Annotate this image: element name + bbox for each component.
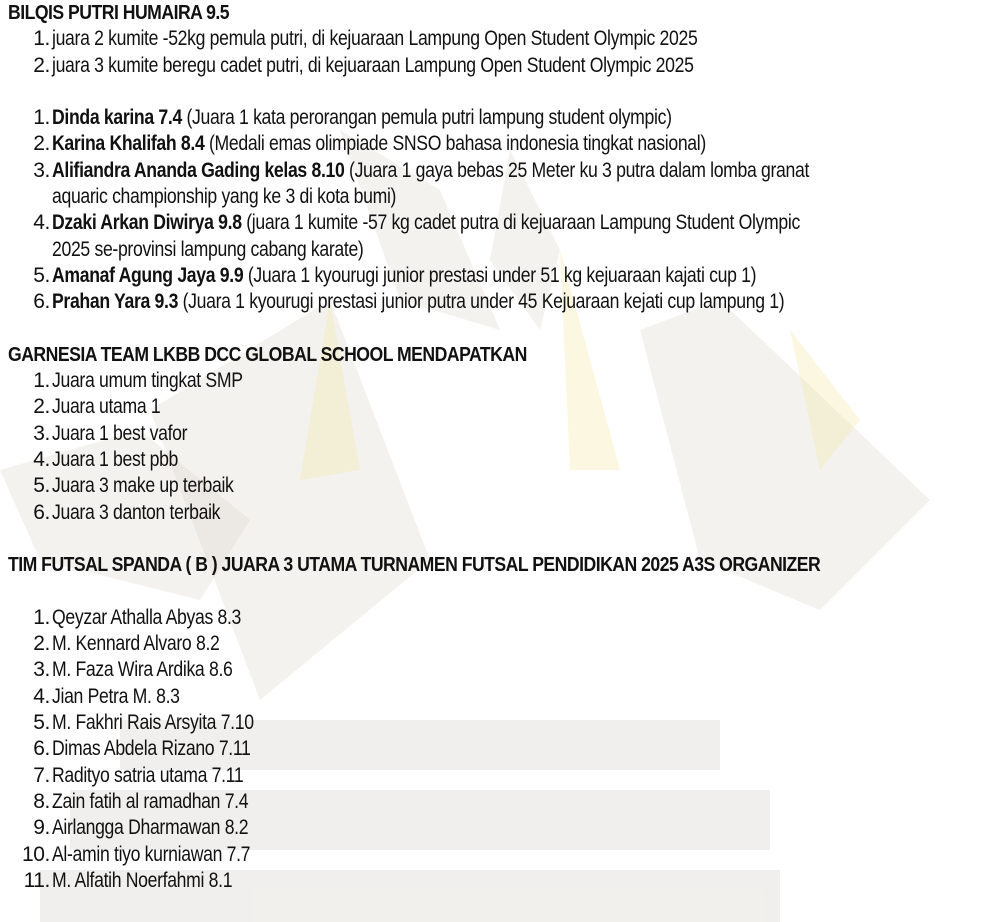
list-text: Zain fatih al ramadhan 7.4 xyxy=(52,789,249,813)
list-number: 3. xyxy=(33,658,50,682)
list-item xyxy=(8,26,1006,52)
list-item xyxy=(8,868,1006,894)
list-number: 1. xyxy=(33,369,50,393)
list-number: 5. xyxy=(33,711,50,735)
list-text: Juara umum tingkat SMP xyxy=(52,369,243,393)
list-item xyxy=(8,605,1006,631)
list-number: 6. xyxy=(33,500,50,524)
spacer xyxy=(8,79,1006,105)
list-item xyxy=(8,684,1006,710)
list-text: M. Fakhri Rais Arsyita 7.10 xyxy=(52,711,254,735)
list-item xyxy=(8,53,1006,79)
student-name: Prahan Yara 9.3 xyxy=(52,290,179,314)
achievement-desc: (Juara 1 kyourugi prestasi junior putra under 45 Kejuaraan kejati cup lampung 1) xyxy=(178,290,785,314)
list-item xyxy=(8,815,1006,841)
list-item xyxy=(8,105,1006,131)
list-item xyxy=(8,131,1006,157)
list-number: 2. xyxy=(33,53,50,77)
list-text: juara 3 kumite beregu cadet putri, di kejuaraan Lampung Open Student Olympic 2025 xyxy=(52,53,694,77)
list-text: Radityo satria utama 7.11 xyxy=(52,763,244,787)
list-text: M. Kennard Alvaro 8.2 xyxy=(52,632,220,656)
list-text xyxy=(52,263,756,289)
list-text: Juara 3 danton terbaik xyxy=(52,500,221,524)
list-item xyxy=(8,710,1006,736)
list-text: Juara utama 1 xyxy=(52,395,161,419)
spacer xyxy=(8,579,1006,605)
list-item xyxy=(8,368,1006,394)
list-item xyxy=(8,657,1006,683)
list-text: Jian Petra M. 8.3 xyxy=(52,684,180,708)
spacer xyxy=(8,316,1006,342)
list-text: Dimas Abdela Rizano 7.11 xyxy=(52,737,251,761)
list-item xyxy=(8,263,1006,289)
achievement-desc: (Juara 1 kyourugi junior prestasi under 51 kg kejuaraan kajati cup 1) xyxy=(243,263,757,287)
spacer xyxy=(8,526,1006,552)
list-number: 7. xyxy=(33,763,50,787)
student-name: Dinda karina 7.4 xyxy=(52,106,182,130)
list-text: Juara 3 make up terbaik xyxy=(52,474,234,498)
list-text xyxy=(52,105,672,131)
section-heading-garnesia: GARNESIA TEAM LKBB DCC GLOBAL SCHOOL MENDAPATKAN xyxy=(8,342,527,366)
list-item xyxy=(8,289,1006,315)
list-text-line: 2025 se-provinsi lampung cabang karate) xyxy=(52,237,364,261)
list-number: 4. xyxy=(33,211,50,235)
futsal-team-list xyxy=(8,605,1006,894)
list-number: 3. xyxy=(33,158,50,182)
list-number: 11. xyxy=(23,868,50,892)
list-item xyxy=(8,842,1006,868)
list-number: 4. xyxy=(33,448,50,472)
list-number: 4. xyxy=(33,684,50,708)
student-name: Dzaki Arkan Diwirya 9.8 xyxy=(52,211,242,235)
list-number: 2. xyxy=(33,132,50,156)
list-text xyxy=(52,289,784,315)
list-number: 10. xyxy=(22,842,50,866)
achievement-desc: (Juara 1 gaya bebas 25 Meter ku 3 putra dalam lomba granat xyxy=(344,158,810,182)
list-item xyxy=(8,473,1006,499)
list-item xyxy=(8,736,1006,762)
list-text: Airlangga Dharmawan 8.2 xyxy=(52,816,249,840)
student-achievements-list xyxy=(8,105,1006,315)
list-item xyxy=(8,421,1006,447)
list-item xyxy=(8,631,1006,657)
student-name: Karina Khalifah 8.4 xyxy=(52,132,205,156)
student-name: Alifiandra Ananda Gading kelas 8.10 xyxy=(52,158,345,182)
list-text: Al-amin tiyo kurniawan 7.7 xyxy=(52,842,251,866)
section-heading-futsal: TIM FUTSAL SPANDA ( B ) JUARA 3 UTAMA TURNAMEN FUTSAL PENDIDIKAN 2025 A3S ORGANIZER xyxy=(8,553,821,577)
list-text-line xyxy=(52,210,853,236)
garnesia-list xyxy=(8,368,1006,526)
list-number: 2. xyxy=(33,395,50,419)
list-item xyxy=(8,210,1006,263)
bilqis-achievements-list xyxy=(8,26,1006,79)
list-text-line: aquaric championship yang ke 3 di kota bumi) xyxy=(52,185,397,209)
list-number: 9. xyxy=(33,816,50,840)
achievement-desc: (Medali emas olimpiade SNSO bahasa indonesia tingkat nasional) xyxy=(204,132,706,156)
list-item xyxy=(8,763,1006,789)
list-text: M. Alfatih Noerfahmi 8.1 xyxy=(52,868,233,892)
list-item xyxy=(8,789,1006,815)
list-number: 6. xyxy=(33,290,50,314)
list-text: juara 2 kumite -52kg pemula putri, di kejuaraan Lampung Open Student Olympic 2025 xyxy=(52,27,698,51)
list-number: 2. xyxy=(33,632,50,656)
list-item xyxy=(8,447,1006,473)
list-number: 1. xyxy=(33,605,50,629)
list-text: M. Faza Wira Ardika 8.6 xyxy=(52,658,233,682)
list-text: Qeyzar Athalla Abyas 8.3 xyxy=(52,605,242,629)
student-name: Amanaf Agung Jaya 9.9 xyxy=(52,263,244,287)
list-item xyxy=(8,394,1006,420)
list-number: 5. xyxy=(33,263,50,287)
list-text xyxy=(52,131,706,157)
achievement-desc: (juara 1 kumite -57 kg cadet putra di kejuaraan Lampung Student Olympic xyxy=(241,211,800,235)
list-item xyxy=(8,158,1006,211)
section-heading-bilqis: BILQIS PUTRI HUMAIRA 9.5 xyxy=(8,1,230,24)
list-number: 5. xyxy=(33,474,50,498)
list-number: 1. xyxy=(33,106,50,130)
list-text: Juara 1 best vafor xyxy=(52,421,188,445)
list-text-line xyxy=(52,158,853,184)
list-number: 8. xyxy=(33,789,50,813)
list-text: Juara 1 best pbb xyxy=(52,448,179,472)
list-number: 1. xyxy=(33,27,50,51)
achievement-desc: (Juara 1 kata perorangan pemula putri lampung student olympic) xyxy=(181,106,672,130)
list-number: 6. xyxy=(33,737,50,761)
list-number: 3. xyxy=(33,421,50,445)
list-item xyxy=(8,500,1006,526)
